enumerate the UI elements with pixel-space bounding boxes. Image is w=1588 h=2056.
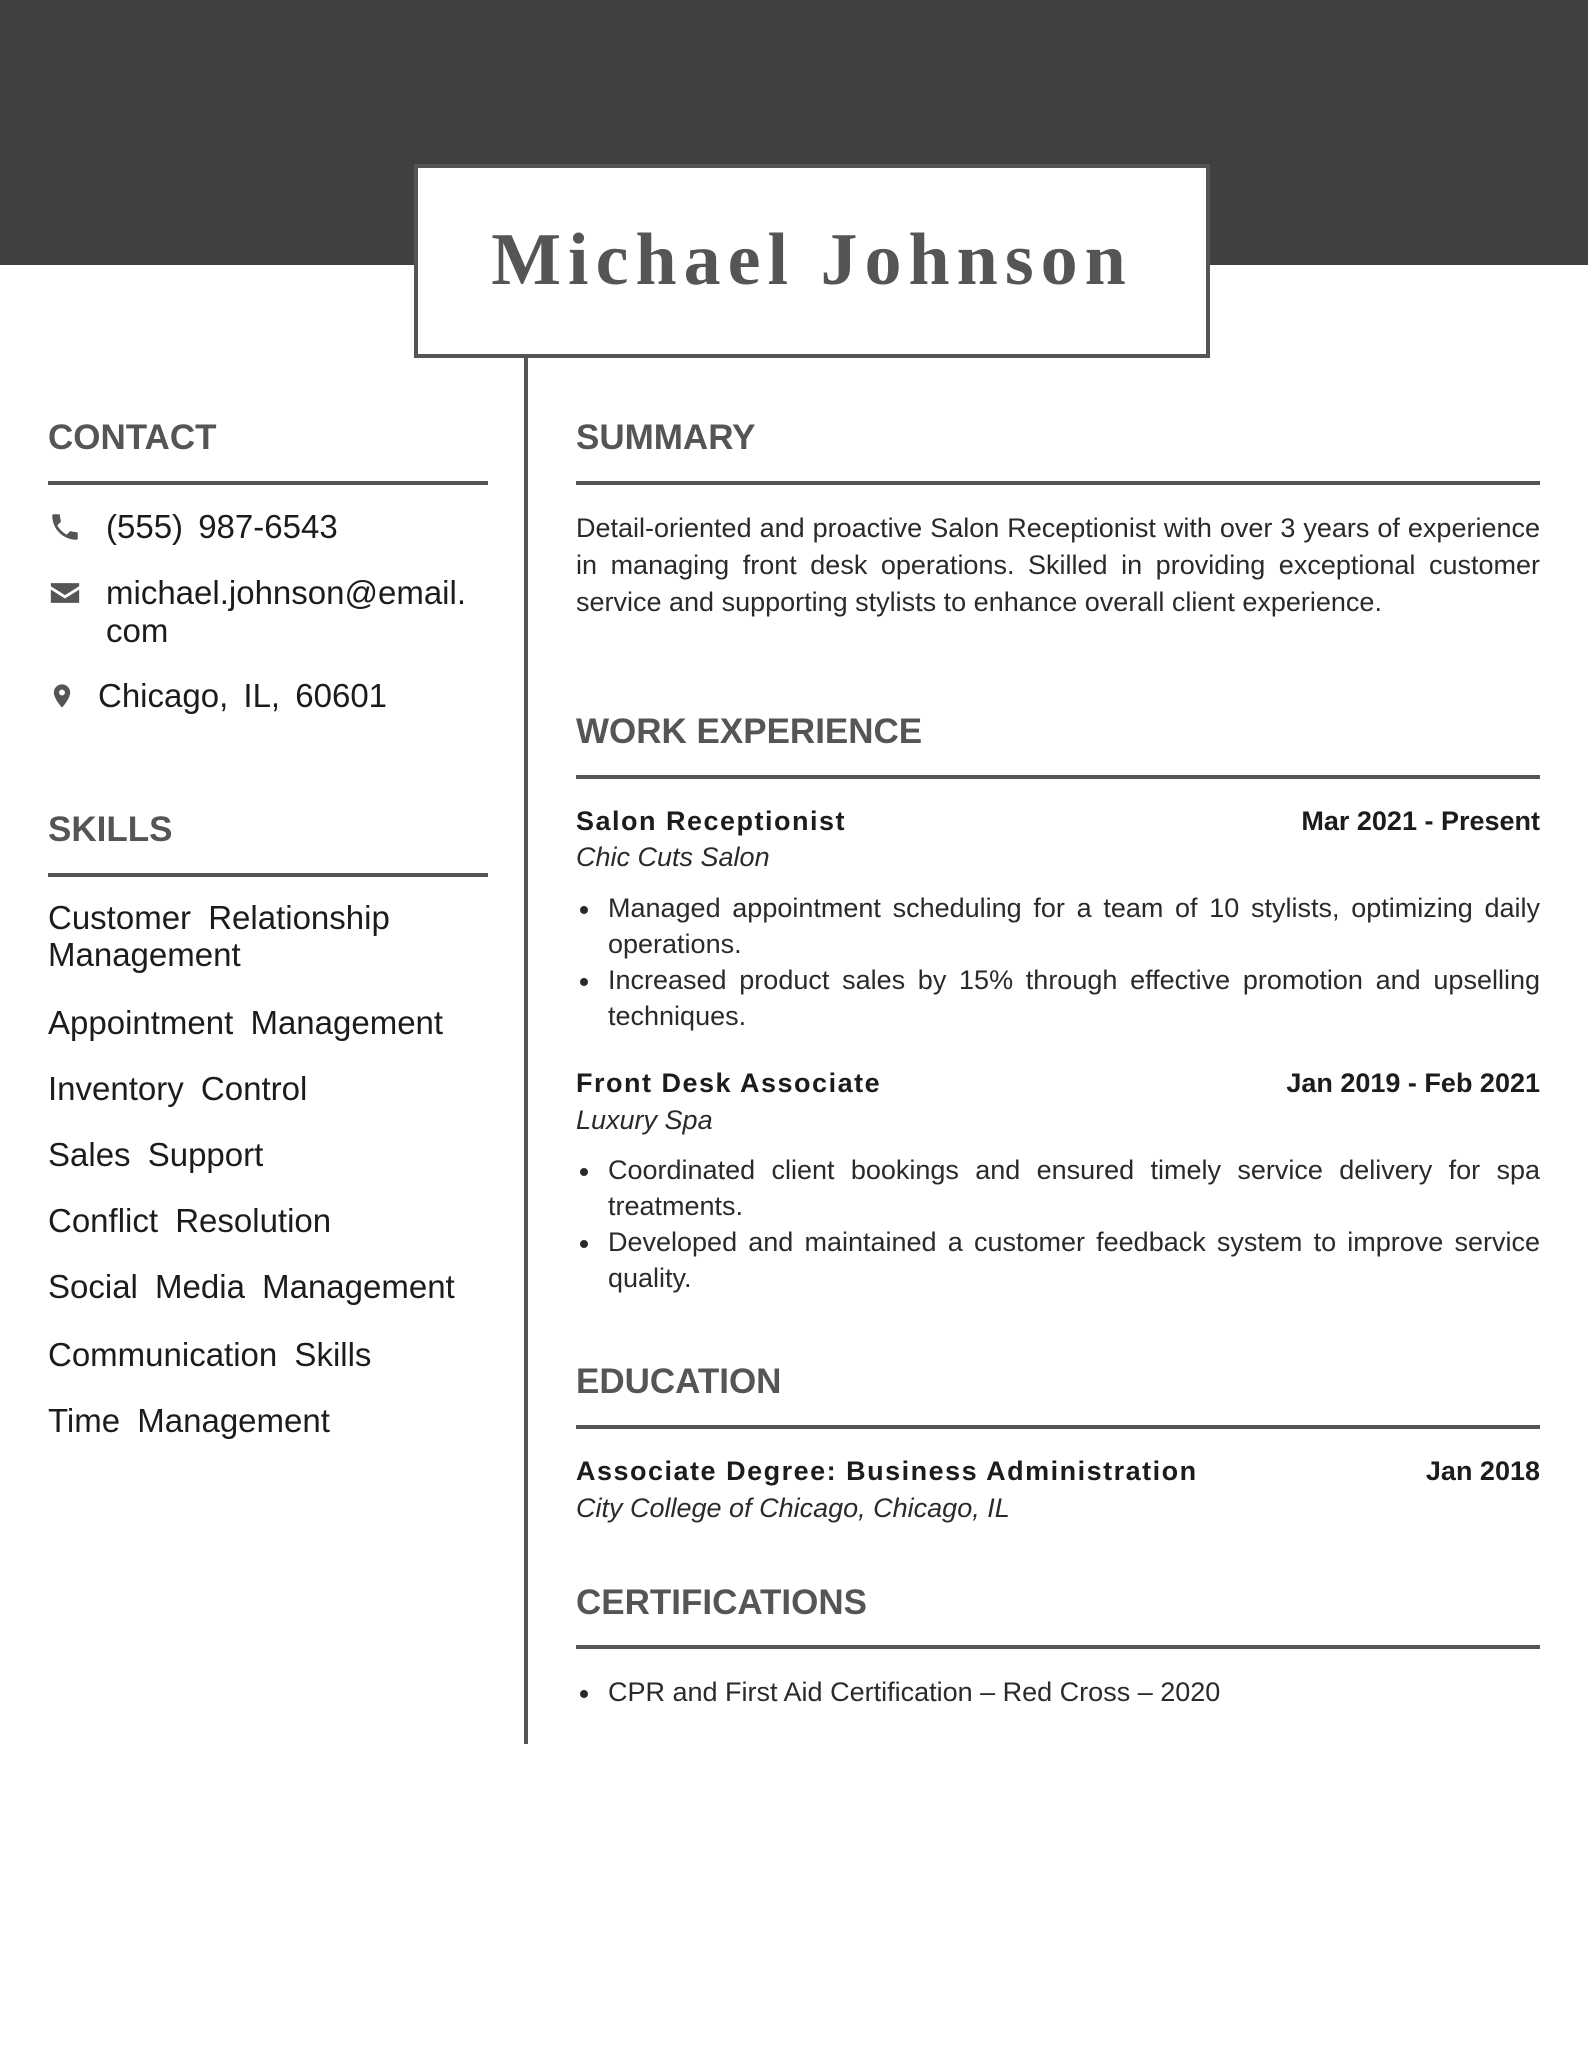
contact-phone [48,508,338,546]
summary-text: Detail-oriented and proactive Salon Receptionist with over 3 years of experience in managing front desk operations. Skilled in providing exceptional customer service and supporting stylists to enhance overall client experience. [576,513,1540,617]
skill-item: Conflict Resolution [48,1202,332,1239]
email-text-line2: com [106,612,169,649]
skill-item: Social Media Management [48,1268,455,1305]
column-divider [524,358,528,1744]
job-bullets [576,1152,1540,1296]
skills-rule [48,873,488,877]
skill-item: Sales Support [48,1136,264,1173]
envelope-icon [48,576,82,610]
job-title: Salon Receptionist [576,806,847,836]
skills-heading: SKILLS [48,810,173,849]
degree-title: Associate Degree: Business Administration [576,1456,1198,1486]
degree-date: Jan 2018 [1425,1456,1540,1486]
location-pin-icon [48,679,76,713]
contact-heading: CONTACT [48,418,217,457]
work-heading: WORK EXPERIENCE [576,712,923,751]
job-bullet: Developed and maintained a customer feedback system to improve service quality. [576,1224,1540,1296]
location-text: Chicago, IL, 60601 [98,677,388,714]
phone-text: (555) 987-6543 [106,508,338,545]
skill-item: Appointment Management [48,1004,444,1041]
job-title: Front Desk Associate [576,1068,882,1098]
job-header [576,806,1540,837]
education-rule [576,1425,1540,1429]
phone-icon [48,510,82,544]
job-bullets [576,890,1540,1034]
skill-item: Inventory Control [48,1070,308,1107]
candidate-name: Michael Johnson [491,218,1133,301]
job-header [576,1068,1540,1099]
skill-item: Customer Relationship Management [48,899,390,973]
summary-rule [576,481,1540,485]
skill-item: Communication Skills [48,1336,372,1373]
certification-item: CPR and First Aid Certification – Red Cross – 2020 [576,1674,1540,1710]
summary-heading: SUMMARY [576,418,756,457]
contact-rule [48,481,488,485]
job-bullet: Managed appointment scheduling for a team of 10 stylists, optimizing daily operations. [576,890,1540,962]
job-dates: Jan 2019 - Feb 2021 [1286,1068,1540,1098]
job-dates: Mar 2021 - Present [1301,806,1540,836]
certifications-heading: CERTIFICATIONS [576,1583,868,1622]
name-box [414,164,1210,358]
job-bullet: Increased product sales by 15% through effective promotion and upselling techniques. [576,962,1540,1034]
education-header [576,1456,1540,1487]
job-bullet: Coordinated client bookings and ensured timely service delivery for spa treatments. [576,1152,1540,1224]
school-name: City College of Chicago, Chicago, IL [576,1493,1010,1523]
job-company: Chic Cuts Salon [576,842,770,872]
certifications-rule [576,1645,1540,1649]
contact-location [48,677,387,715]
job-company: Luxury Spa [576,1105,713,1135]
work-rule [576,775,1540,779]
education-heading: EDUCATION [576,1362,782,1401]
certification-list [576,1674,1540,1710]
email-text-line1: michael.johnson@email. [106,574,467,611]
skill-item: Time Management [48,1402,330,1439]
contact-email [48,574,466,650]
